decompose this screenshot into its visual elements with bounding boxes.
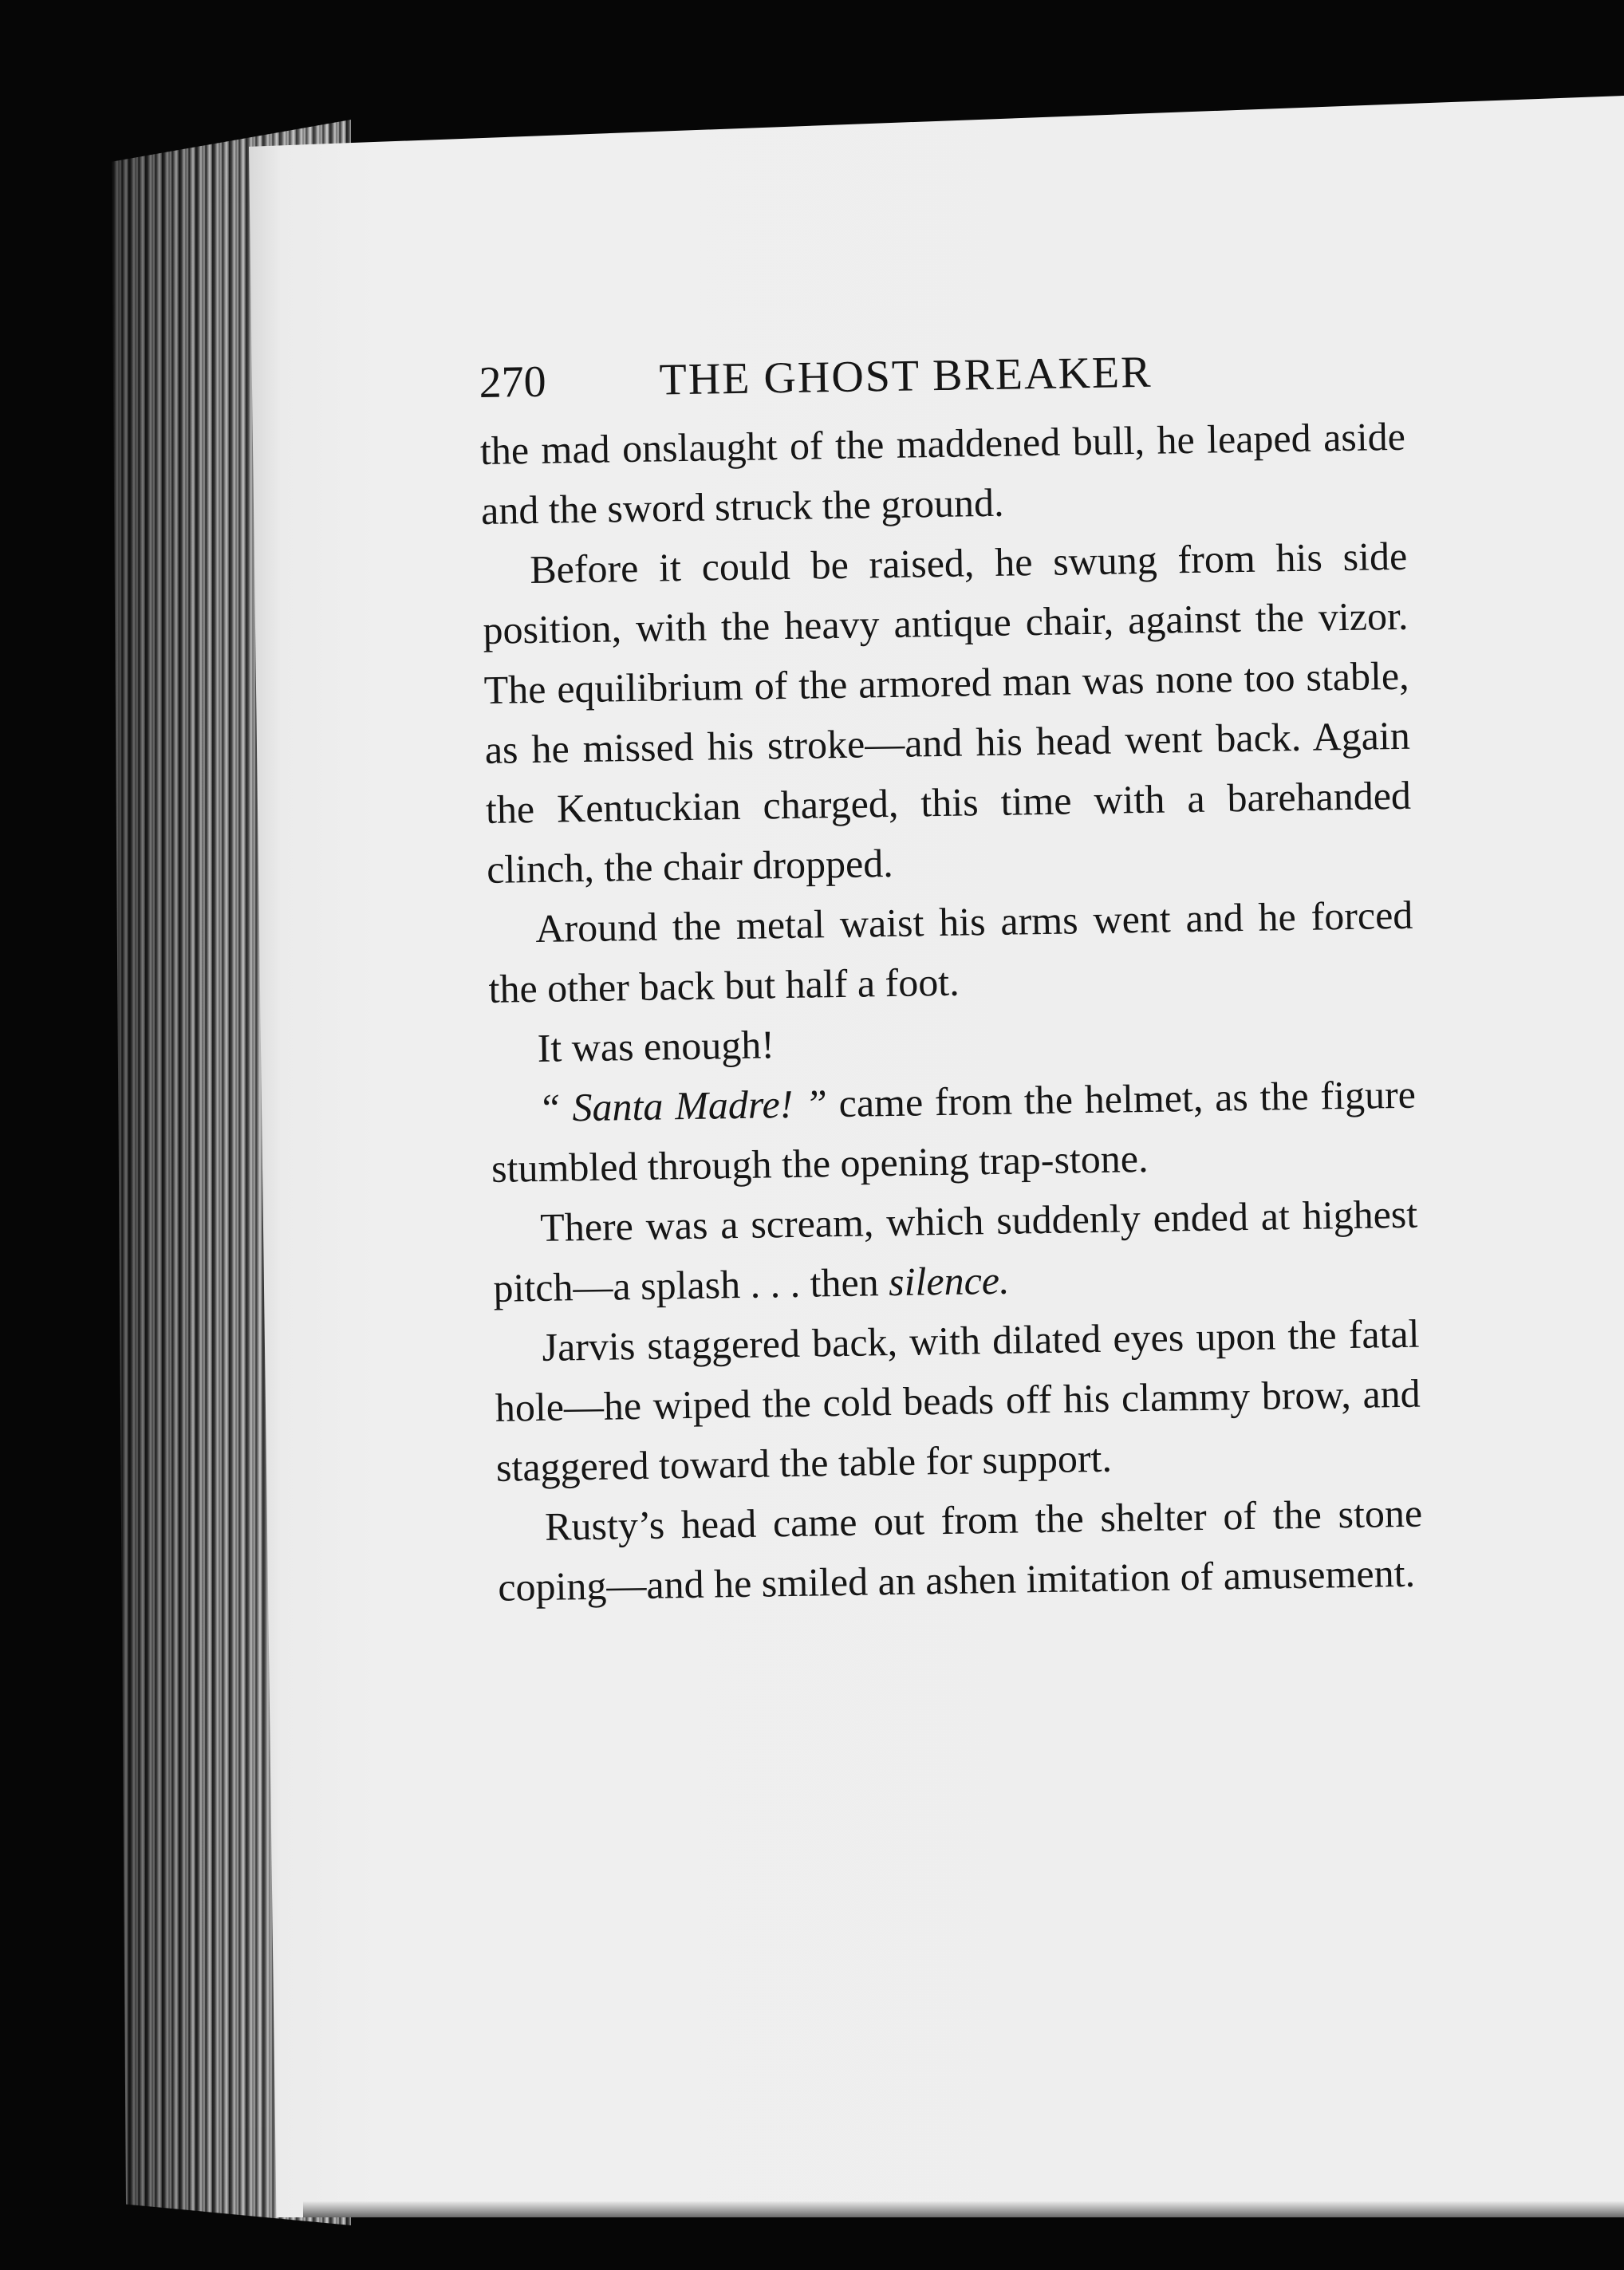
page-bottom-edge [303,2201,1624,2217]
paragraph-4: It was enough! [537,1022,775,1070]
paragraph-8: Rusty’s head came out from the shelter of the stone coping—and he smiled an ashen imitation of amusement. [497,1490,1423,1610]
paragraph-7: Jarvis staggered back, with dilated eyes upon the fatal hole—he wiped the cold beads off his clammy brow, and staggered toward the table for support. [495,1310,1421,1490]
paragraph-1: the mad onslaught of the maddened bull, he leaped aside and the sword struck the ground. [479,413,1406,533]
paragraph-5 [490,1065,1417,1199]
paragraph-6-text: There was a scream, which suddenly ended at highest pitch—a splash . . . then [493,1191,1418,1310]
santa-madre-quote: “ Santa Madre! ” [538,1081,828,1130]
page-header [479,337,1405,415]
page-number: 270 [479,357,547,408]
paragraph-3: Around the metal waist his arms went and he forced the other back but half a foot. [488,892,1413,1011]
running-title: THE GHOST BREAKER [659,347,1153,405]
silence-emphasis: silence. [888,1257,1010,1305]
paragraph-2: Before it could be raised, he swung from his side position, with the heavy antique chair, against the vizor. The equilibrium of the armored man was none too stable, as he missed his stroke—and his head went back. Again the Kentuckian charged, this time with a barehanded clinch, the chair dropped. [483,533,1412,892]
paragraph-6 [492,1184,1419,1318]
paragraph-5-text: came from the helmet, as the figure stumbled through the opening trap-stone. [491,1071,1417,1191]
page-text-block [479,337,1424,1618]
